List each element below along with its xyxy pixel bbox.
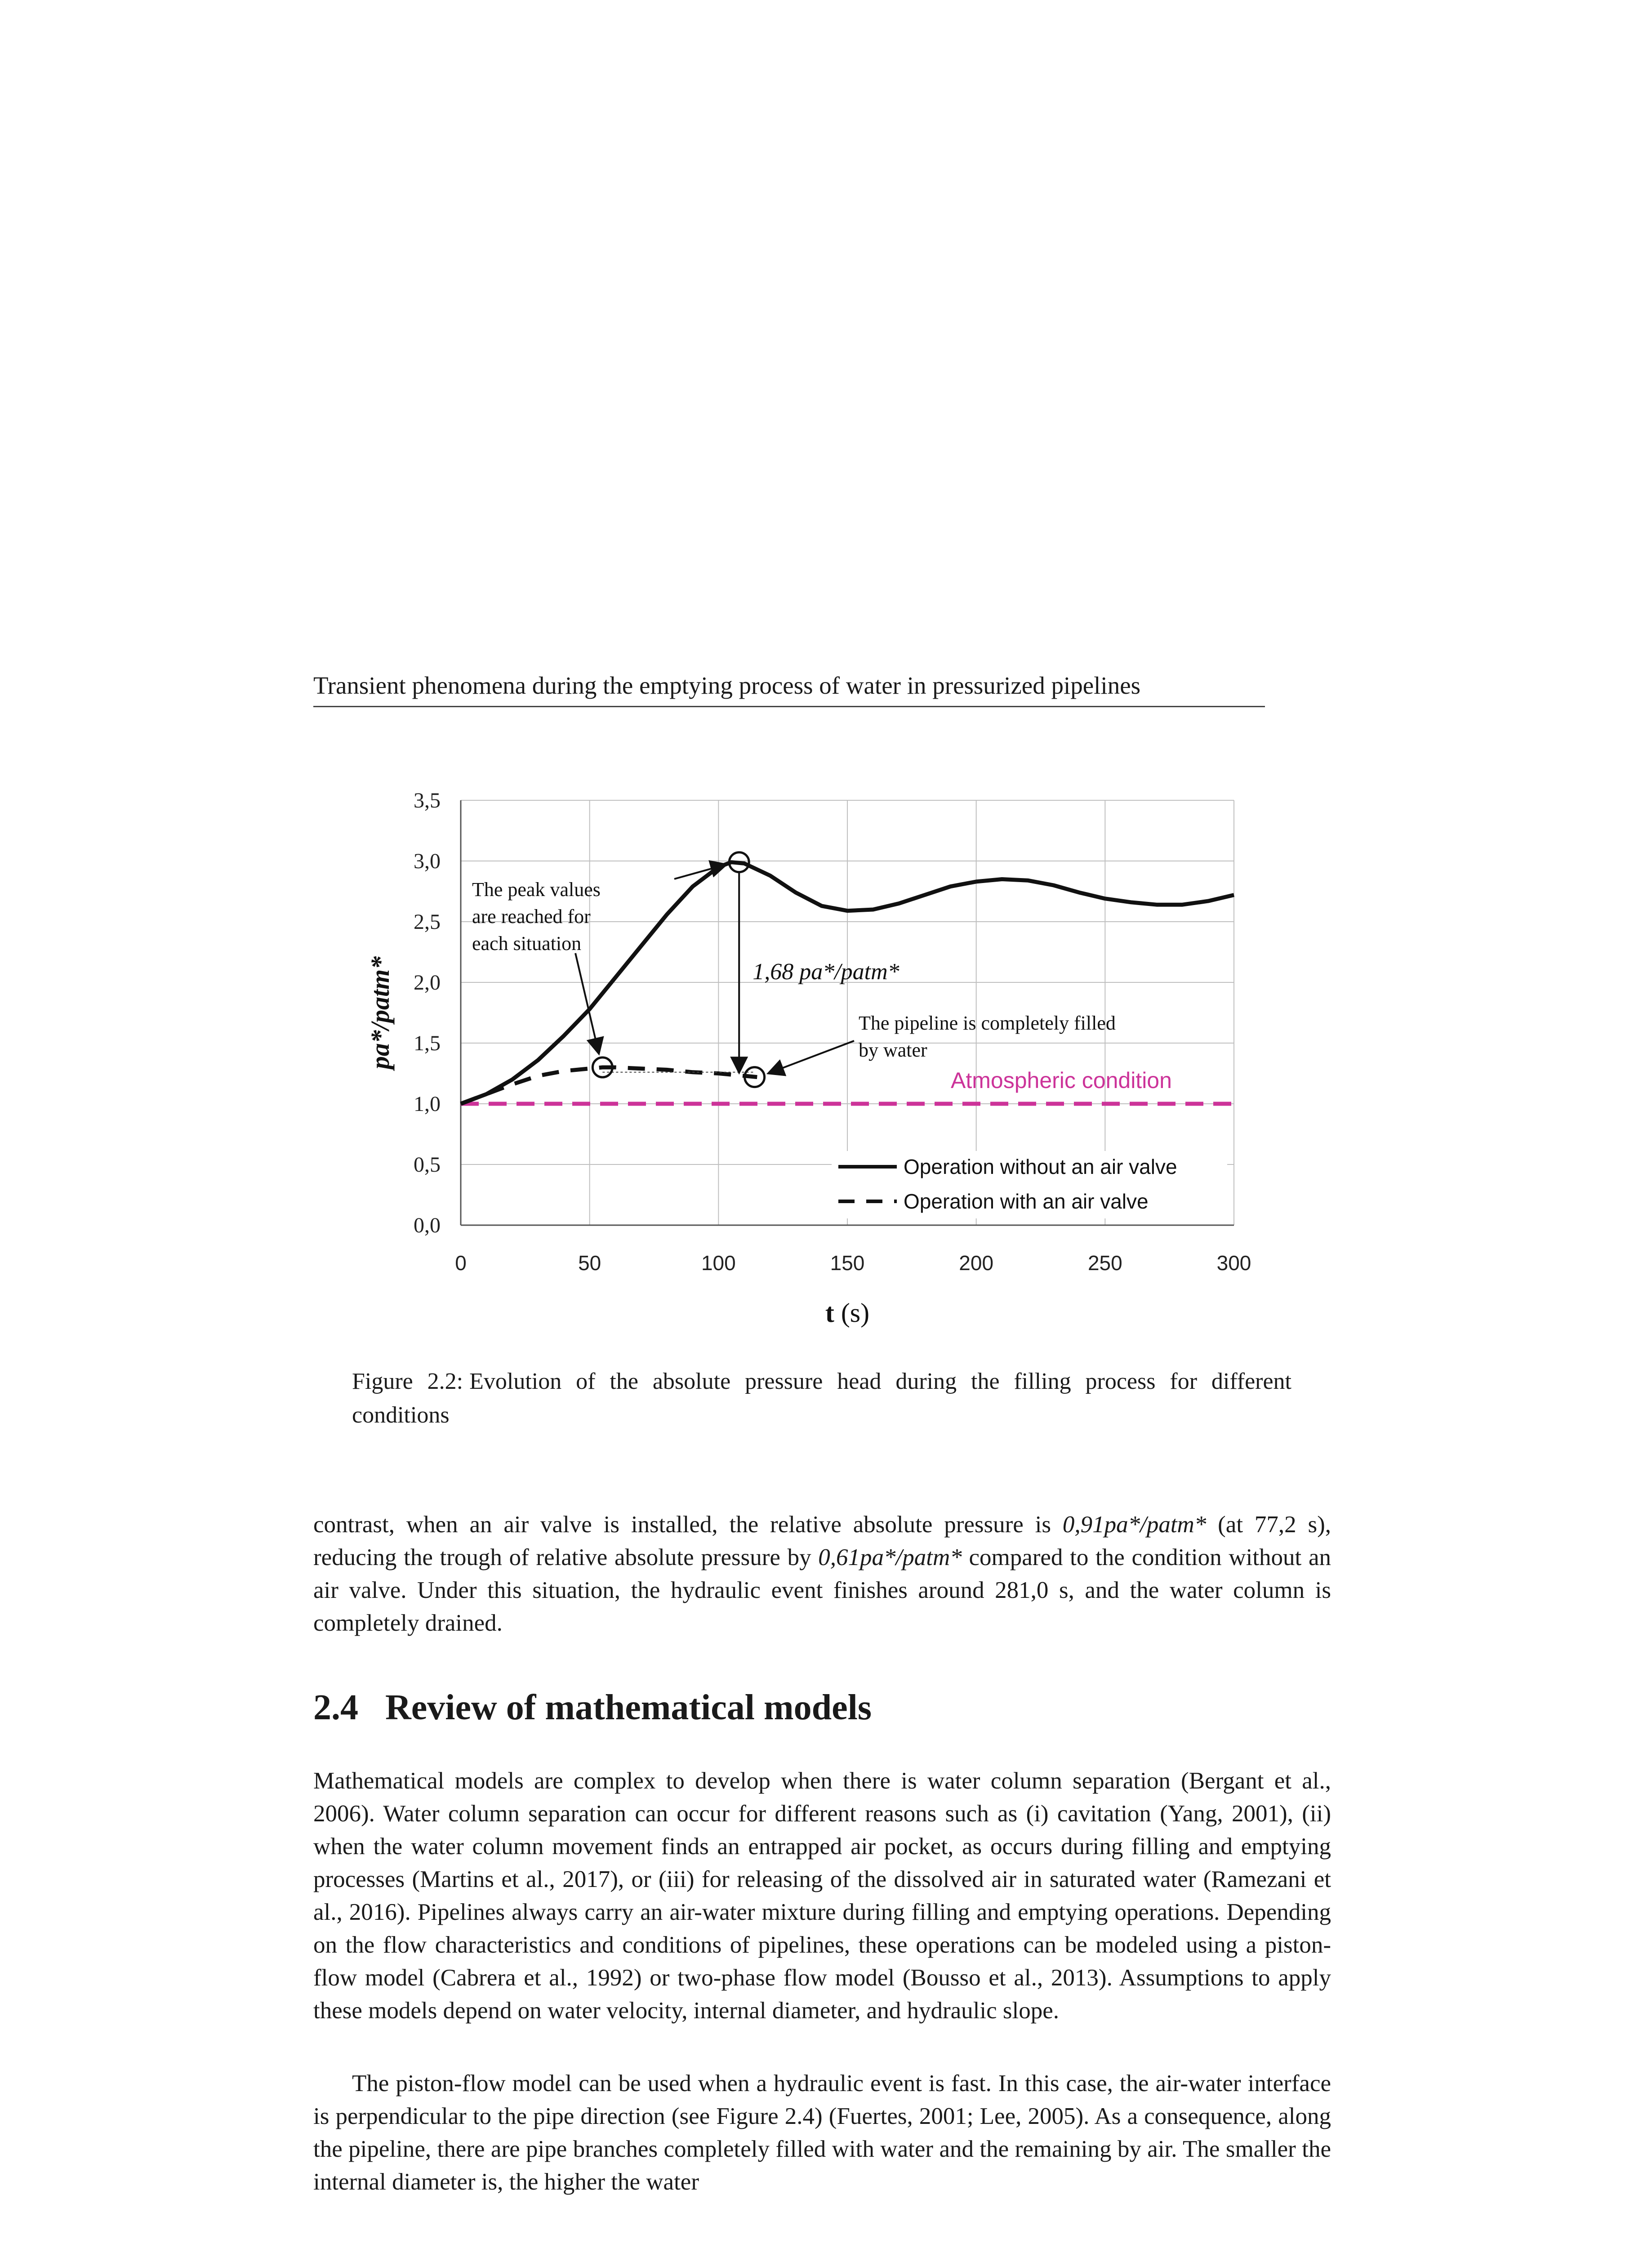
paragraph-models-intro: Mathematical models are complex to develop when there is water column separation (Bergant et al., 2006). Water column separation can occur for different reasons such as (i) cavitation (Yang, 2001), (ii) when the water column movement finds an entrapped air pocket, as occurs during filling and emptying processes (Martins et al., 2017), or (iii) for releasing of the dissolved air in saturated water (Ramezani et al., 2016). Pipelines always carry an air-water mixture during filling and emptying operations. Depending on the flow characteristics and conditions of pipelines, these operations can be modeled using a piston-flow model (Cabrera et al., 1992) or two-phase flow model (Bousso et al., 2013). Assumptions to apply these models depend on water velocity, internal diameter, and hydraulic slope. [313,1768,1331,2024]
caption-label: Figure 2.2: [352,1369,463,1394]
legend-label-without-valve: Operation without an air valve [904,1155,1177,1178]
annotation-filled-line-1: by water [859,1039,927,1061]
x-tick-label-4: 200 [959,1251,994,1275]
section-title-text: Review of mathematical models [385,1688,872,1727]
x-tick-label-3: 150 [830,1251,865,1275]
p1-text-3: compared to the condition without an air valve. Under this situation, the hydraulic event finishes around 281,0 s, and the water column is completely drained. [313,1544,1331,1636]
y-axis-label: pa*/patm* [365,956,395,1070]
p1-text-2: (at 77,2 s), reducing the trough of relative absolute pressure by [313,1512,1331,1570]
legend-label-with-valve: Operation with an air valve [904,1190,1149,1213]
annotation-peak-line-1: are reached for [472,905,591,928]
figure-caption [352,1365,1291,1432]
paragraph-contrast [313,1508,1331,1640]
section-heading [313,1685,872,1730]
annotation-atmospheric: Atmospheric condition [951,1068,1172,1093]
paragraph-piston-flow: The piston-flow model can be used when a hydraulic event is fast. In this case, the air-water interface is perpendicular to the pipe direction (see Figure 2.4) (Fuertes, 2001; Lee, 2005). As a consequence, along the pipeline, there are pipe branches completely filled with water and the remaining by air. The smaller the internal diameter is, the higher the water [313,2070,1331,2195]
arrow-to-filled [768,1041,854,1074]
running-header: Transient phenomena during the emptying process of water in pressurized pipelines [313,670,1265,707]
annotation-difference: 1,68 pa*/patm* [753,959,899,985]
p1-math-2: 0,61pa*/patm* [818,1544,962,1570]
x-tick-label-1: 50 [578,1251,601,1275]
annotation-filled-line-0: The pipeline is completely filled [859,1012,1116,1034]
p1-text-1: contrast, when an air valve is installed, the relative absolute pressure is [313,1512,1063,1538]
y-tick-label-0: 0,0 [414,1213,441,1237]
y-tick-label-1: 0,5 [414,1153,441,1177]
chart-legend [832,1151,1227,1218]
x-tick-label-6: 300 [1216,1251,1251,1275]
annotation-peak-line-2: each situation [472,932,582,955]
figure-pressure-chart [351,771,1286,1338]
x-tick-label-0: 0 [455,1251,467,1275]
y-tick-label-5: 2,5 [414,910,441,934]
y-tick-label-4: 2,0 [414,971,441,995]
section-number: 2.4 [313,1688,358,1727]
y-tick-label-2: 1,0 [414,1092,441,1116]
x-tick-label-2: 100 [701,1251,736,1275]
pressure-chart-svg [351,771,1286,1338]
x-tick-label-5: 250 [1087,1251,1122,1275]
p1-math-1: 0,91pa*/patm* [1062,1512,1207,1538]
chart-annotations [472,865,1172,1093]
caption-text: Evolution of the absolute pressure head during the filling process for different conditions [352,1369,1291,1428]
annotation-peak-line-0: The peak values [472,879,601,901]
y-tick-label-6: 3,0 [414,849,441,873]
y-tick-label-3: 1,5 [414,1031,441,1055]
y-tick-label-7: 3,5 [414,789,441,812]
x-axis-label: t (s) [825,1298,870,1328]
